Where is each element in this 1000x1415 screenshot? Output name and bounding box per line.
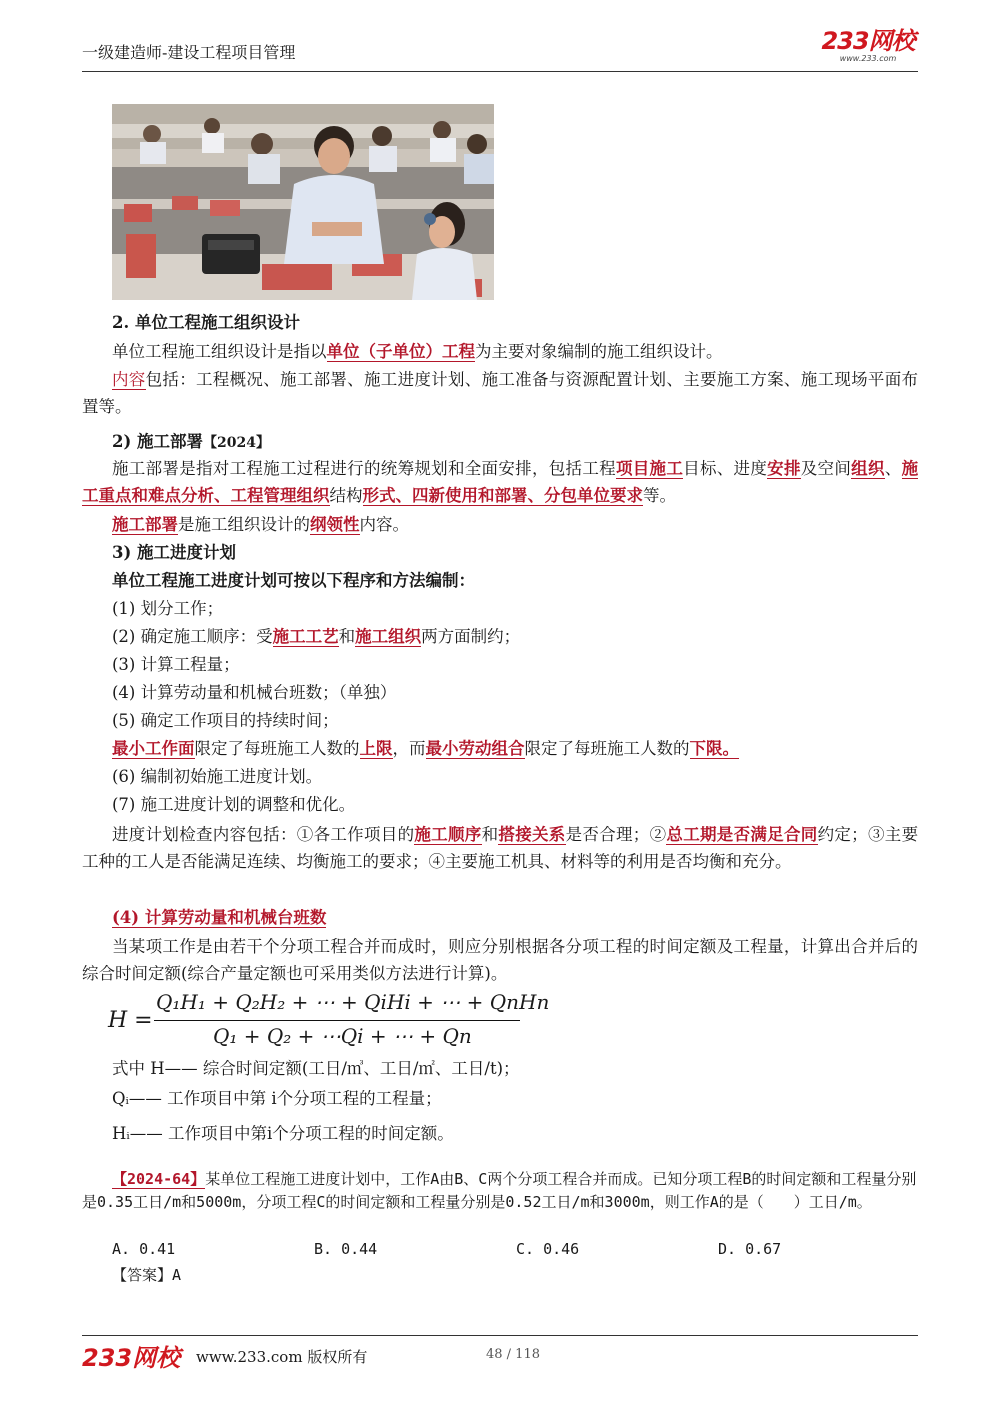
highlight-term: 施工顺序	[414, 825, 482, 844]
counting-money-photo	[112, 104, 494, 300]
paragraph-text: 是否合理；②	[565, 825, 667, 844]
section-heading: 2. 单位工程施工组织设计	[112, 313, 300, 332]
footer-divider	[82, 1335, 918, 1336]
highlight-term: 内容	[112, 370, 146, 389]
highlight-term: 施工重点和难点分析、工程管理组织	[82, 459, 919, 505]
question-text	[82, 1168, 918, 1214]
formula	[108, 990, 550, 1052]
highlight-term: 总工期是否满足合同	[666, 825, 818, 844]
highlight-term: 安排	[767, 459, 801, 478]
formula-numerator: Q₁H₁ + Q₂H₂ + ⋯ + QiHi + ⋯ + QnHn	[156, 990, 550, 1014]
formula-where-q: Qᵢ—— 工作项目中第 i个分项工程的工程量；	[112, 1089, 442, 1108]
question-tag: 【2024-64】	[112, 1170, 206, 1188]
highlight-term: 施工工艺	[272, 627, 339, 646]
photo-illustration	[112, 104, 494, 300]
highlight-term: 最小工作面	[112, 739, 195, 758]
option-c: C. 0.46	[516, 1240, 580, 1258]
definition-text: 为主要对象编制的施工组织设计。	[475, 342, 723, 361]
step-item: (5) 确定工作项目的持续时间；	[112, 711, 339, 730]
limit-note	[112, 738, 739, 760]
deploy-paragraph	[82, 455, 918, 509]
paragraph-text: 等。	[643, 486, 676, 505]
subsection-heading-deploy	[112, 431, 270, 454]
step-text: 和	[338, 627, 356, 646]
brand-logo-url: www.233.com	[839, 54, 897, 63]
highlight-term: 形式、四新使用和部署、分包单位要求	[362, 486, 643, 505]
highlight-term: 搭接关系	[498, 825, 566, 844]
highlight-term: 施工部署	[112, 515, 178, 534]
note-text: ，而	[392, 739, 426, 758]
schedule-lead: 单位工程施工进度计划可按以下程序和方法编制：	[112, 571, 475, 590]
step-item: (4) 计算劳动量和机械台班数；（单独）	[112, 683, 397, 702]
highlight-heading: (4) 计算劳动量和机械台班数	[112, 908, 327, 927]
calc-paragraph: 当某项工作是由若干个分项工程合并而成时，则应分别根据各分项工程的时间定额及工程量，计算出合并后的综合时间定额(综合产量定额也可采用类似方法进行计算)。	[82, 937, 918, 983]
paragraph-text: 及空间	[800, 459, 852, 478]
subsection-heading-calc	[112, 907, 326, 929]
step-text: (2) 确定施工顺序：受	[112, 627, 273, 646]
highlight-term: 项目施工	[615, 459, 684, 478]
paragraph-text: 结构	[329, 486, 363, 505]
question-body: 某单位工程施工进度计划中，工作A由B、C两个分项工程合并而成。已知分项工程B的时间定额和工程量分别是0.35工日/m和5000m，分项工程C的时间定额和工程量分别是0.52工日/m和3000m，则工作A的是（ ）工日/m。	[82, 1170, 917, 1211]
content-paragraph	[82, 366, 918, 420]
option-a: A. 0.41	[112, 1240, 176, 1258]
step-item: (7) 施工进度计划的调整和优化。	[112, 795, 356, 814]
page-number: 48 / 118	[486, 1347, 540, 1362]
header-divider	[82, 71, 918, 72]
paragraph-text: 是施工组织设计的	[178, 515, 310, 534]
highlight-term: 最小劳动组合	[425, 739, 525, 758]
footer-copyright[interactable]: www.233.com 版权所有	[196, 1348, 368, 1366]
paragraph-text: 目标、进度	[683, 459, 768, 478]
definition-text: 单位工程施工组织设计是指以	[112, 342, 327, 361]
highlight-term: 下限。	[689, 739, 739, 758]
footer-logo[interactable]: 233网校	[82, 1344, 181, 1372]
answer-line: 【答案】A	[112, 1266, 182, 1284]
note-text: 限定了每班施工人数的	[194, 739, 360, 758]
paragraph-text: 、	[884, 459, 902, 478]
brand-logo[interactable]	[818, 28, 918, 63]
year-tag: 【2024】	[203, 435, 271, 451]
brand-logo-text: 233网校	[821, 27, 915, 55]
paragraph-text: 约定；③主要工种的工人是否能满足连续、均衡施工的要求；④主要施工机具、材料等的利用是否均衡和充分。	[82, 825, 919, 871]
paragraph-text: 施工部署是指对工程施工过程进行的统筹规划和全面安排，包括工程	[112, 459, 616, 478]
formula-denominator: Q₁ + Q₂ + ⋯Qi + ⋯ + Qn	[213, 1024, 472, 1048]
paragraph-text: 内容。	[359, 515, 409, 534]
formula-where-h: 式中 H—— 综合时间定额(工日/㎥、工日/㎡、工日/t)；	[112, 1059, 520, 1078]
note-text: 限定了每班施工人数的	[524, 739, 690, 758]
step-item: (6) 编制初始施工进度计划。	[112, 767, 323, 786]
check-paragraph	[82, 821, 918, 875]
highlight-term: 上限	[359, 739, 393, 758]
formula-fraction-bar	[154, 1020, 520, 1021]
highlight-term: 纲领性	[310, 515, 360, 534]
paragraph-text: 和	[481, 825, 499, 844]
step-item: (1) 划分工作；	[112, 599, 224, 618]
formula-lhs: H =	[108, 1008, 153, 1033]
option-b: B. 0.44	[314, 1240, 378, 1258]
highlight-term: 施工组织	[355, 627, 422, 646]
highlight-term: 单位（子单位）工程	[326, 342, 475, 361]
highlight-term: 组织	[851, 459, 885, 478]
formula-where-hi: Hᵢ—— 工作项目中第i个分项工程的时间定额。	[112, 1124, 454, 1143]
step-item: (3) 计算工程量；	[112, 655, 240, 674]
option-d: D. 0.67	[718, 1240, 782, 1258]
subsection-title: 2) 施工部署	[112, 432, 204, 451]
step-item	[112, 626, 520, 648]
step-text: 两方面制约；	[421, 627, 521, 646]
deploy-summary	[112, 514, 409, 536]
paragraph-text: 进度计划检查内容包括：①各工作项目的	[112, 825, 415, 844]
content-text: 包括：工程概况、施工部署、施工进度计划、施工准备与资源配置计划、主要施工方案、施工现场平面布置等。	[82, 370, 919, 416]
definition-line	[112, 341, 723, 363]
subsection-heading-schedule: 3) 施工进度计划	[112, 543, 237, 562]
document-header-title: 一级建造师-建设工程项目管理	[82, 43, 296, 62]
